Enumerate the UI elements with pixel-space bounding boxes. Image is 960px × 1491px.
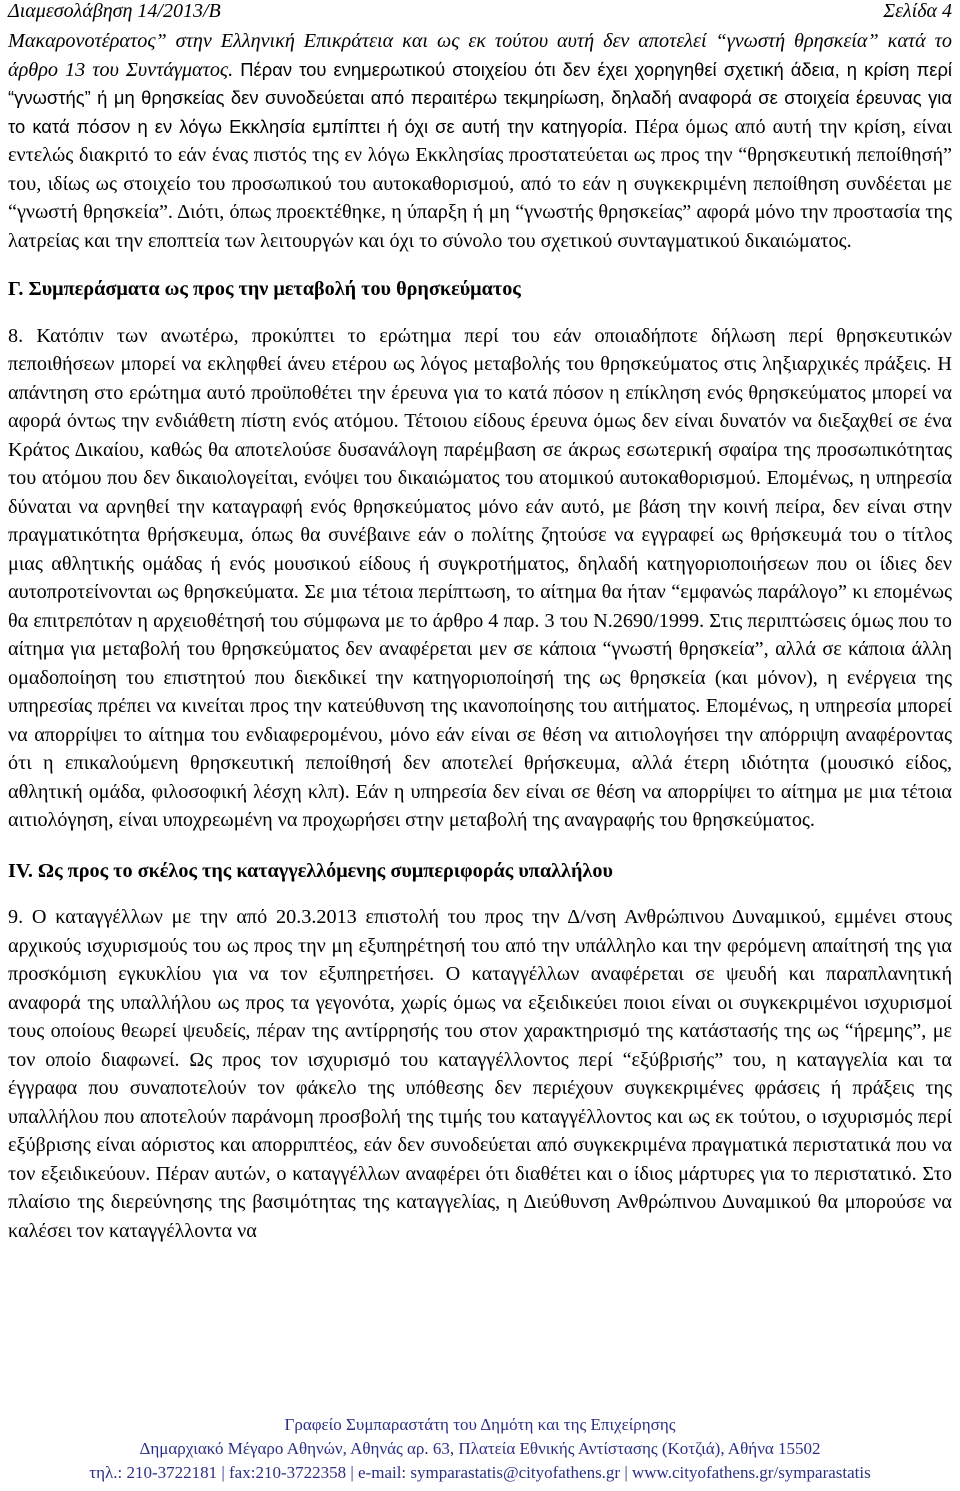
paragraph-8: 8. Κατόπιν των ανωτέρω, προκύπτει το ερώτημα περί του εάν οποιαδήποτε δήλωση περί θρησκευτικών πεποιθήσεων μπορεί να εκληφθεί άνευ ετέρου ως λόγος μεταβολής του θρησκεύματος στις ληξιαρχικές πράξεις. Η απάντηση στο ερώτημα αυτό προϋποθέτει την έρευνα για το κατά πόσον η επίκληση ενός θρησκεύματος μπορεί να αφορά όντως την ενδιάθετη πίστη ενός ατόμου. Τέτοιου είδους έρευνα όμως δεν είναι δυνατόν να διεξαχθεί σε ένα Κράτος Δικαίου, καθώς θα αποτελούσε δυσανάλογη παρέμβαση σε άκρως εσωτερική σφαίρα της προσωπικότητας του ατόμου που δεν δικαιολογείται, ενόψει του δικαιώματος του ατομικού αυτοκαθορισμού. Επομένως, η υπηρεσία δύναται να αρνηθεί την καταγραφή ενός θρησκεύματος μόνο εάν αυτό, με βάση την κοινή πείρα, δεν είναι στην πραγματικότητα θρήσκευμα, όπως θα συνέβαινε εάν ο πολίτης ζητούσε να εγγραφεί ως θρήσκευμά του ο τίτλος μιας αθλητικής ομάδας ή ενός μουσικού είδους ή συγκροτήματος, δηλαδή κατηγοριοποιήσεων που οι ίδιες δεν αυτοπροτείνονται ως θρησκεύματα. Σε μια τέτοια περίπτωση, το αίτημα θα ήταν “εμφανώς παράλογο” κι επομένως θα επιτρεπόταν η αρχειοθέτησή του σύμφωνα με το άρθρο 4 παρ. 3 του Ν.2690/1999. Στις περιπτώσεις όμως που το αίτημα για μεταβολή του θρησκεύματος δεν αναφέρεται μεν σε κάποια “γνωστή θρησκεία”, αλλά σε κάποια άλλη ομαδοποίηση του επιστητού που διεκδικεί την κατηγοριοποίησή της ως θρησκεία (και μόνον), η ενέργεια της υπηρεσίας πρέπει να κινείται προς την κατεύθυνση της ικανοποίησης του αιτήματος. Επομένως, η υπηρεσία μπορεί να απορρίψει το αίτημα του ενδιαφερομένου, μόνο εάν είναι σε θέση να αιτιολογήσει την απόρριψη αναφέροντας ότι η επικαλούμενη θρησκευτική πεποίθησή δεν αποτελεί θρήσκευμα, αλλά έτερη ιδιότητα (μουσικό είδος, αθλητική ομάδα, φιλοσοφική λέσχη κλπ). Εάν η υπηρεσία δεν είναι σε θέση να απορρίψει το αίτημα με μια τέτοια αιτιολόγηση, είναι υποχρεωμένη να προχωρήσει στην μεταβολή της αναγραφής του θρησκεύματος. xyxy=(8,324,952,831)
footer-address: Δημαρχιακό Μέγαρο Αθηνών, Αθηνάς αρ. 63, Πλατεία Εθνικής Αντίστασης (Κοτζιά), Αθήνα 15502 xyxy=(139,1439,821,1458)
footer-contact: τηλ.: 210-3722181 | fax:210-3722358 | e-mail: symparastatis@cityofathens.gr | www.cityofathens.gr/symparastatis xyxy=(89,1463,871,1482)
footer-office: Γραφείο Συμπαραστάτη του Δημότη και της Επιχείρησης xyxy=(284,1415,676,1434)
paragraph-continued xyxy=(8,27,952,255)
paragraph-continued-tail: Πέρα όμως από αυτή την κρίση, είναι εντελώς διακριτό το εάν ένας πιστός της εν λόγω Εκκλησίας προστατεύεται ως προς την “θρησκευτική πεποίθησή” του, ιδίως ως στοιχείο του προσωπικού του αυτοκαθορισμού, από το εάν η συγκεκριμένη πεποίθηση συνδέεται με “γνωστή θρησκεία”. Διότι, όπως προεκτέθηκε, η ύπαρξη ή μη “γνωστής θρησκείας” αφορά μόνο την προστασία της λατρείας και την εποπτεία των λειτουργών και όχι το σύνολο του σχετικού συνταγματικού δικαιώματος. xyxy=(8,115,952,252)
page-footer xyxy=(0,1413,960,1491)
paragraph-9: 9. Ο καταγγέλλων με την από 20.3.2013 επιστολή του προς την Δ/νση Ανθρώπινου Δυναμικού, εμμένει στους αρχικούς ισχυρισμούς του ως προς την μη εξυπηρέτησή του από την υπάλληλο και την φερόμενη απαίτησή της για προσκόμιση εγκυκλίου για να τον εξυπηρετήσει. Ο καταγγέλλων αναφέρεται σε ψευδή και παραπλανητική αναφορά της υπαλλήλου ως προς τα γεγονότα, χωρίς όμως να εξειδικεύει ποιοι είναι οι συγκεκριμένοι ισχυρισμοί τους οποίους θεωρεί ψευδείς, πέραν της αντίρρησής του στον χαρακτηρισμό της κατάστασής της ως “ήρεμης”, με τον οποίο διαφωνεί. Ως προς τον ισχυρισμό του καταγγέλλοντος περί “εξύβρισής” του, η καταγγελία και τα έγγραφα που συναποτελούν τον φάκελο της υπόθεσης δεν περιέχουν συγκεκριμένες φράσεις ή πράξεις της υπαλλήλου που αποτελούν παράνομη προσβολή της τιμής του καταγγέλλοντος και ως εκ τούτου, ο ισχυρισμός περί εξύβρισης είναι αόριστος και απορριπτέος, εάν δεν συνοδεύεται από συγκεκριμένα πραγματικά περιστατικά που να τον εξειδικεύουν. Πέραν αυτών, ο καταγγέλλων αναφέρει ότι διαθέτει και ο ίδιος μάρτυρες για το περιστατικό. Στο πλαίσιο της διερεύνησης της βασιμότητας της καταγγελίας, η Διεύθυνση Ανθρώπινου Δυναμικού θα μπορούσε να καλέσει τον καταγγέλλοντα να xyxy=(8,906,952,1242)
header-reference: Διαμεσολάβηση 14/2013/Β xyxy=(8,0,221,22)
section-heading-c: Γ. Συμπεράσματα ως προς την μεταβολή του θρησκεύματος xyxy=(8,278,521,300)
document-body xyxy=(8,27,952,1245)
paragraph-continued-text: Πέραν του ενημερωτικού στοιχείου ότι δεν έχει χορηγηθεί σχετική άδεια, η κρίση περί “γνωστής” ή μη θρησκείας δεν συνοδεύεται από περαιτέρω τεκμηρίωση, δηλαδή αναφορά σε στοιχεία έρευνας για το κατά πόσον η εν λόγω Εκκλησία εμπίπτει ή όχι σε αυτή την κατηγορία. xyxy=(8,58,952,137)
page-header xyxy=(8,0,952,26)
section-heading-iv: IV. Ως προς το σκέλος της καταγγελλόμενης συμπεριφοράς υπαλλήλου xyxy=(8,859,613,882)
paragraph-continued-italic: Μακαρονοτέρατος” στην Ελληνική Επικράτεια και ως εκ τούτου αυτή δεν αποτελεί “γνωστή θρησκεία” κατά το άρθρο 13 του Συντάγματος. xyxy=(8,30,952,81)
header-page-number: Σελίδα 4 xyxy=(883,0,952,22)
